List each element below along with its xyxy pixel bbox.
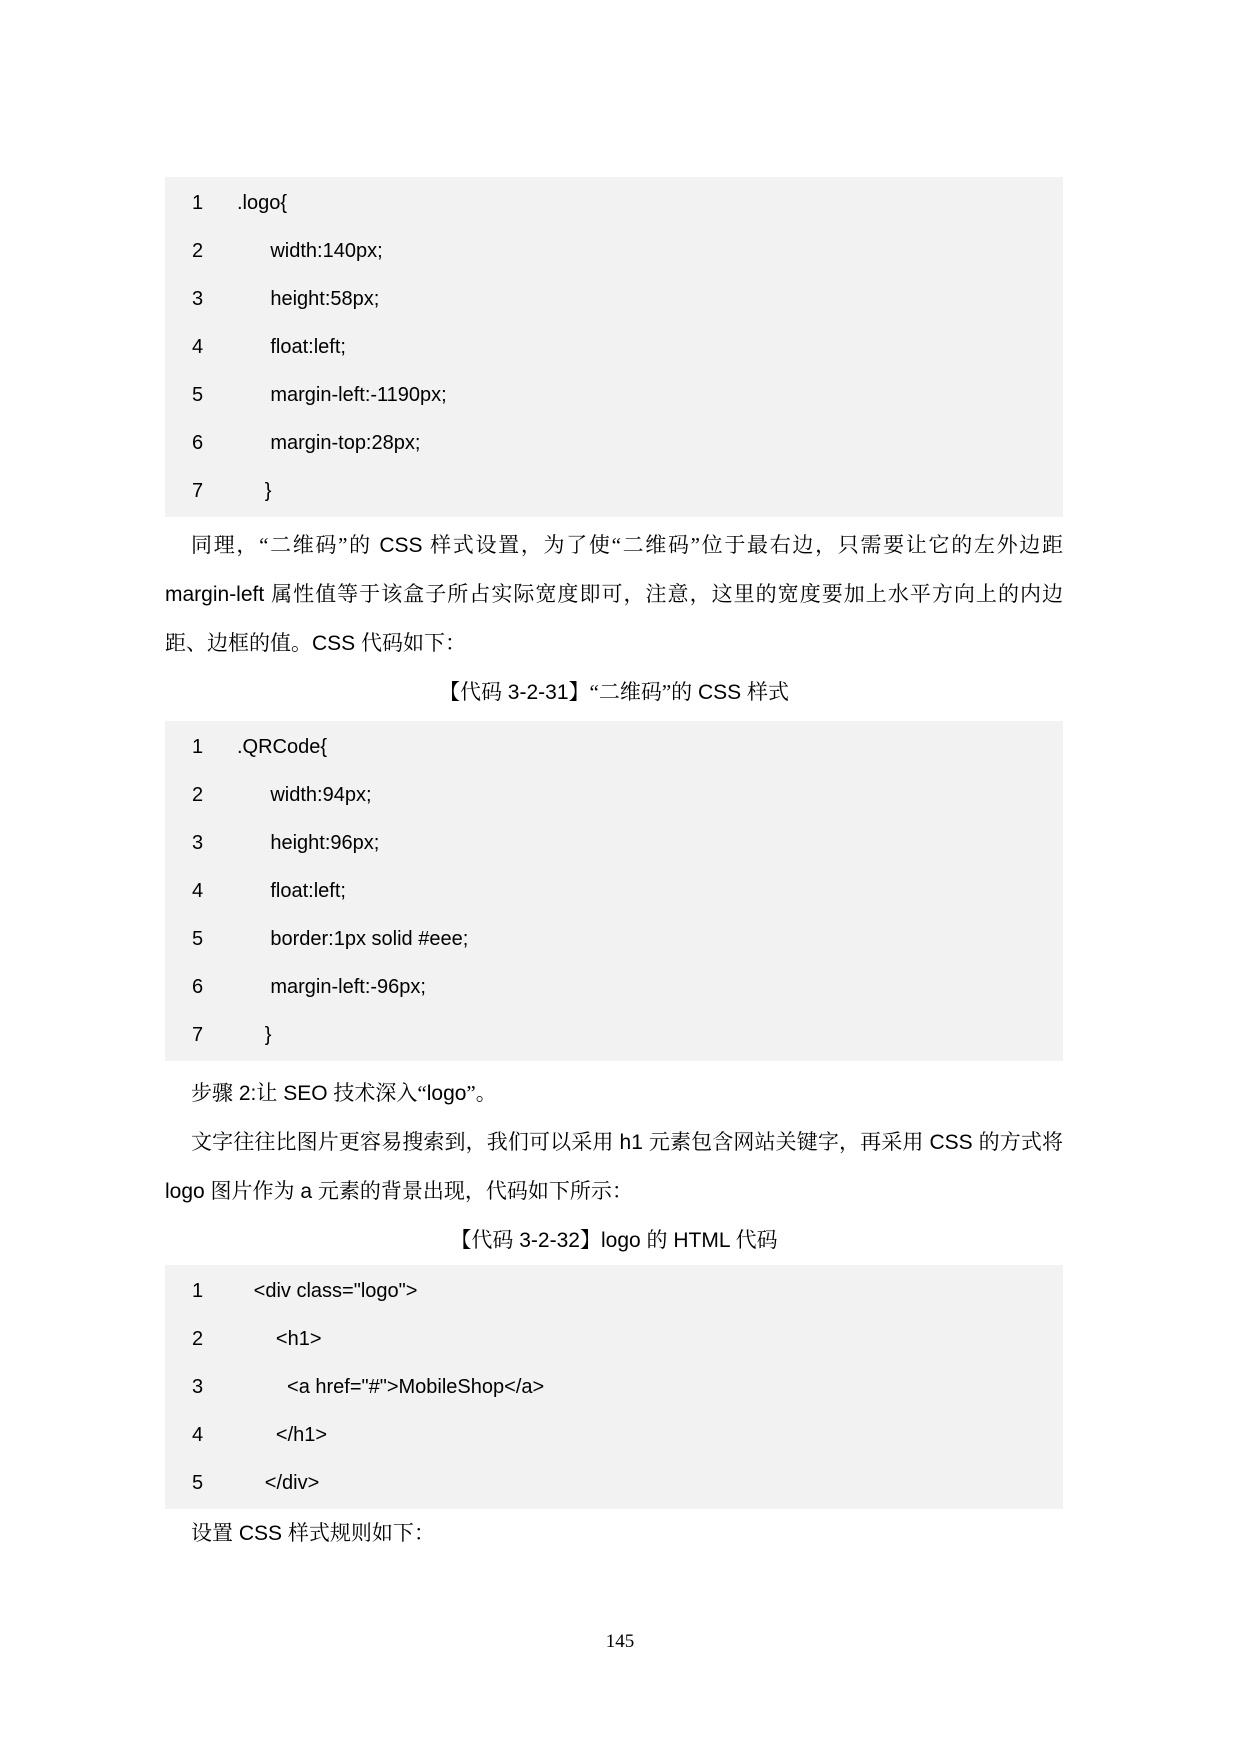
code-line-text: float:left;	[237, 880, 346, 902]
code-line-number: 1	[192, 192, 204, 214]
code-line	[165, 915, 1063, 963]
code-line-text: </div>	[237, 1472, 320, 1494]
paragraph-step2: 步骤 2:让 SEO 技术深入“logo”。	[191, 1081, 497, 1105]
code-block-logo-html	[165, 1265, 1063, 1509]
code-line-text: width:94px;	[237, 784, 372, 806]
paragraph-qrcode-explanation: 同理，“二维码”的 CSS 样式设置，为了使“二维码”位于最右边，只需要让它的左外边距 margin-left 属性值等于该盒子所占实际宽度即可，注意，这里的宽度要加上水平方向上的内边距、边框的值。CSS 代码如下：	[165, 533, 1064, 655]
code-line-text: <a href="#">MobileShop</a>	[237, 1376, 545, 1398]
code-line-text: width:140px;	[237, 240, 383, 262]
code-line-text: <h1>	[237, 1328, 322, 1350]
code-line-number: 5	[192, 384, 204, 406]
code-line-text: }	[237, 1024, 272, 1046]
code-line-number: 4	[192, 880, 204, 902]
code-line	[165, 419, 1063, 467]
code-line-number: 1	[192, 736, 204, 758]
code-line-number: 2	[192, 240, 204, 262]
code-line-number: 2	[192, 784, 204, 806]
code-line	[165, 323, 1063, 371]
code-block-logo-css	[165, 177, 1063, 517]
page-number: 145	[605, 1631, 635, 1652]
code-line-number: 3	[192, 288, 204, 310]
paragraph-seo-explanation: 文字往往比图片更容易搜索到，我们可以采用 h1 元素包含网站关键字，再采用 CSS 的方式将 logo 图片作为 a 元素的背景出现，代码如下所示：	[165, 1130, 1064, 1203]
caption-code-3-2-32: 【代码 3-2-32】logo 的 HTML 代码	[450, 1228, 778, 1252]
code-line-number: 3	[192, 832, 204, 854]
code-line-number: 6	[192, 432, 204, 454]
code-line-text: <div class="logo">	[237, 1280, 418, 1302]
code-line-number: 1	[192, 1280, 204, 1302]
code-line	[165, 963, 1063, 1011]
code-line-number: 4	[192, 336, 204, 358]
code-line	[165, 819, 1063, 867]
code-line-text: border:1px solid #eee;	[237, 928, 469, 950]
code-line	[165, 467, 1063, 515]
code-line-text: margin-left:-96px;	[237, 976, 426, 998]
code-line-text: height:96px;	[237, 832, 380, 854]
code-line	[165, 227, 1063, 275]
paragraph-set-css-rules: 设置 CSS 样式规则如下：	[191, 1521, 435, 1545]
code-line	[165, 1315, 1063, 1363]
code-line	[165, 1411, 1063, 1459]
page-content	[165, 177, 1063, 1558]
code-line	[165, 275, 1063, 323]
code-line	[165, 1267, 1063, 1315]
code-line-text: height:58px;	[237, 288, 380, 310]
code-line-text: margin-top:28px;	[237, 432, 421, 454]
code-line	[165, 179, 1063, 227]
code-line	[165, 723, 1063, 771]
code-line-number: 6	[192, 976, 204, 998]
code-line-number: 7	[192, 1024, 204, 1046]
code-line	[165, 1011, 1063, 1059]
code-line-number: 3	[192, 1376, 204, 1398]
code-line-text: margin-left:-1190px;	[237, 384, 447, 406]
code-line-number: 5	[192, 928, 204, 950]
code-line	[165, 371, 1063, 419]
code-line	[165, 771, 1063, 819]
code-line-number: 7	[192, 480, 204, 502]
code-line-number: 2	[192, 1328, 204, 1350]
code-line-text: .QRCode{	[237, 736, 328, 758]
code-line-text: float:left;	[237, 336, 346, 358]
code-line-text: </h1>	[237, 1424, 328, 1446]
code-line-text: }	[237, 480, 272, 502]
code-line	[165, 867, 1063, 915]
code-line-number: 5	[192, 1472, 204, 1494]
code-line-number: 4	[192, 1424, 204, 1446]
code-line	[165, 1363, 1063, 1411]
code-block-qrcode-css	[165, 721, 1063, 1061]
code-line	[165, 1459, 1063, 1507]
caption-code-3-2-31: 【代码 3-2-31】“二维码”的 CSS 样式	[438, 680, 790, 704]
code-line-text: .logo{	[237, 192, 288, 214]
